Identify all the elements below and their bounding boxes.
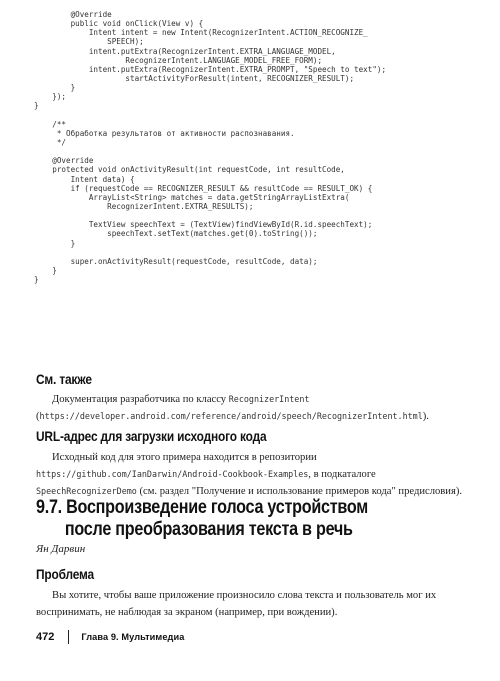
- page-number: 472: [36, 631, 55, 643]
- code-line: [34, 248, 386, 257]
- source-text: , в подкаталоге: [308, 469, 376, 480]
- code-line: }: [34, 101, 39, 111]
- source-text: Исходный код для этого примера находится в репозитории: [52, 452, 317, 463]
- footer-divider: [68, 630, 69, 644]
- code-listing: [34, 10, 386, 284]
- code-line: super.onActivityResult(requestCode, resultCode, data);: [34, 256, 318, 266]
- code-line: RecognizerIntent.EXTRA_RESULTS);: [34, 201, 254, 211]
- code-line: }: [34, 83, 76, 93]
- code-line: @Override: [34, 156, 94, 166]
- documentation-link[interactable]: https://developer.android.com/reference/android/speech/RecognizerIntent.html: [39, 411, 423, 421]
- section-title: [36, 497, 368, 541]
- see-also-text: (: [36, 411, 40, 422]
- code-line: @Override: [34, 10, 112, 19]
- code-line: }: [34, 238, 76, 248]
- code-line: intent.putExtra(RecognizerIntent.EXTRA_LANGUAGE_MODEL,: [34, 46, 336, 56]
- class-name: RecognizerIntent: [228, 394, 310, 404]
- code-line: Intent intent = new Intent(RecognizerIntent.ACTION_RECOGNIZE_: [34, 28, 368, 38]
- code-line: * Обработка результатов от активности распознавания.: [34, 128, 295, 138]
- see-also-text: Документация разработчика по классу: [52, 394, 229, 405]
- chapter-title: Глава 9. Мультимедиа: [81, 632, 185, 642]
- code-line: */: [34, 137, 67, 147]
- code-line: SPEECH);: [34, 37, 144, 47]
- code-line: protected void onActivityResult(int requestCode, int resultCode,: [34, 165, 345, 175]
- code-line: startActivityForResult(intent, RECOGNIZER_RESULT);: [34, 73, 355, 83]
- code-line: /**: [34, 119, 67, 129]
- problem-paragraph: Вы хотите, чтобы ваше приложение произносило слова текста и пользователь мог их воспринимать, не наблюдая за экраном (например, при вождении).: [36, 590, 437, 618]
- code-line: speechText.setText(matches.get(0).toString());: [34, 229, 318, 239]
- repository-link[interactable]: https://github.com/IanDarwin/Android-Cookbook-Examples: [36, 469, 309, 479]
- code-line: TextView speechText = (TextView)findViewById(R.id.speechText);: [34, 220, 373, 230]
- code-line: ArrayList<String> matches = data.getStringArrayListExtra(: [34, 192, 350, 202]
- code-line: intent.putExtra(RecognizerIntent.EXTRA_PROMPT, "Speech to text");: [34, 64, 387, 74]
- section-author: Ян Дарвин: [36, 543, 86, 555]
- source-url-paragraph: [36, 449, 464, 500]
- code-line: [34, 147, 386, 156]
- section-title-line2: после преобразования текста в речь: [64, 519, 353, 540]
- code-line: if (requestCode == RECOGNIZER_RESULT && resultCode == RESULT_OK) {: [34, 183, 373, 193]
- code-line: [34, 211, 386, 220]
- code-line: public void onClick(View v) {: [34, 19, 204, 29]
- see-also-text: ).: [422, 411, 429, 422]
- page-footer: [36, 628, 184, 646]
- source-url-heading: URL-адрес для загрузки исходного кода: [36, 428, 267, 444]
- subdirectory-name: SpeechRecognizerDemo: [36, 486, 137, 496]
- source-text: (см. раздел "Получение и использование примеров кода" предисловия).: [136, 486, 463, 497]
- see-also-heading: См. также: [36, 371, 92, 387]
- code-line: }: [34, 275, 39, 285]
- problem-heading: Проблема: [36, 566, 94, 582]
- code-line: }: [34, 265, 57, 275]
- code-line: Intent data) {: [34, 174, 135, 184]
- code-line: });: [34, 92, 67, 102]
- see-also-paragraph: [36, 391, 464, 425]
- code-line: RecognizerIntent.LANGUAGE_MODEL_FREE_FORM);: [34, 55, 323, 65]
- section-title-line1: 9.7. Воспроизведение голоса устройством: [36, 497, 368, 518]
- code-line: [34, 111, 386, 120]
